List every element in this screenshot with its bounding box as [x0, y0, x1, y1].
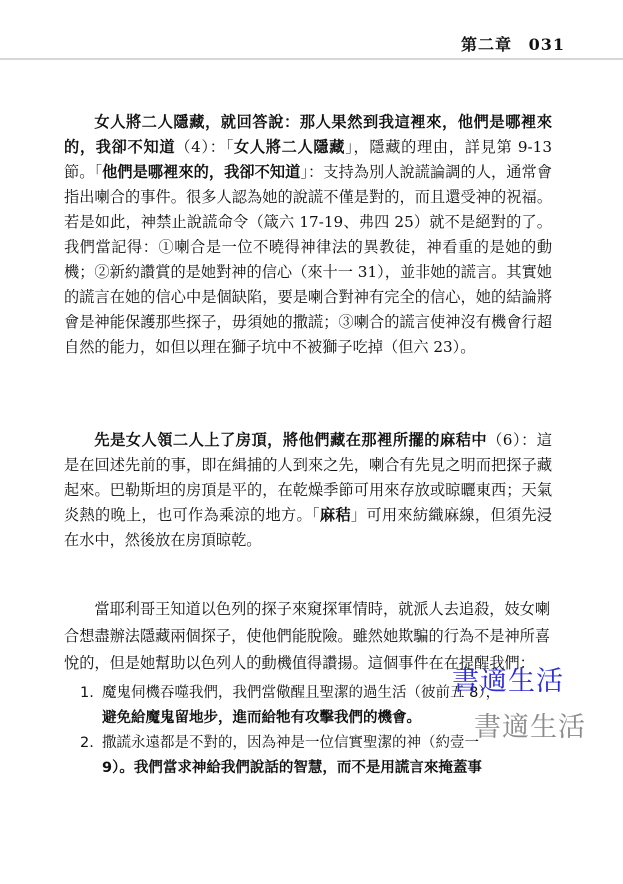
- verse-quote: 女人將二人隱藏，就回答說：那人果然到我這裡來，他們是哪裡來的，我卻不知道: [64, 113, 552, 156]
- header-divider: [0, 58, 623, 60]
- commentary-text: （4）：「: [175, 138, 234, 156]
- chapter-label: 第二章: [461, 35, 513, 54]
- application-intro: 當耶利哥王知道以色列的探子來窺探軍情時，就派人去追殺，妓女喇合想盡辦法隱藏兩個探子，使他們能脫險。雖然她欺騙的行為不是神所喜悅的，但是她幫助以色列人的動機值得讚揚。這個事件在在提醒我們：: [64, 600, 551, 672]
- commentary-text: （6）：這是在回述先前的事，即在緝捕的人到來之先，喇合有先見之明而把探子藏起來。巴勒斯坦的房頂是平的，在乾燥季節可用來存放或晾曬東西；天氣炎熱的晚上，也可作為乘涼的地方。「: [64, 431, 552, 524]
- commentary-verse-4: [64, 110, 552, 360]
- list-number: 2.: [80, 735, 94, 751]
- commentary-text: 」可用來紡織麻線，但須先浸在水中，然後放在房頂晾乾。: [64, 506, 553, 549]
- commentary-text: 」：支持為別人說謊論調的人，通常會指出喇合的事件。很多人認為她的說謊不僅是對的，而且還受神的祝福。若是如此，神禁止說謊命令（箴六 17-19、弗四 25）就不是絕對的了。我們當記得：①喇合是一位不曉得神律法的異教徒，神看重的是她的動機；②新約讚賞的是她對神的信心（來十一 31），並非她的謊言。其實她的謊言在她的信心中是個缺陷，要是喇合對神有完全的信心，她的結論將會是神能保護那些探子，毋須她的撒謊；③喇合的謊言使神沒有機會行超自然的能力，如但以理在獅子坑中不被獅子吃掉（但六 23）。: [64, 163, 552, 356]
- watermark-logo: 書適生活: [452, 666, 564, 697]
- list-number: 1.: [80, 685, 94, 701]
- running-header: [461, 32, 565, 55]
- watermark-logo-shadow: 書適生活: [474, 712, 586, 743]
- list-text-continued: 避免給魔鬼留地步，進而給牠有攻擊我們的機會。: [102, 710, 421, 726]
- verse-quote: 先是女人領二人上了房頂，將他們藏在那裡所擺的麻秸中: [94, 431, 488, 449]
- verse-quote: 女人將二人隱藏: [233, 138, 346, 156]
- commentary-verse-6: [64, 428, 552, 553]
- list-text: 撒謊永遠都是不對的，因為神是一位信實聖潔的神（約壹一: [102, 735, 479, 751]
- verse-quote: 麻秸: [319, 506, 351, 524]
- commentary-text: 」，隱藏的理由，詳見第 9-13 節。「: [64, 138, 553, 181]
- page-number: 031: [528, 35, 565, 54]
- list-text: 魔鬼伺機吞噬我們，我們當儆醒且聖潔的過生活（彼前五 8），: [102, 685, 501, 701]
- verse-quote: 他們是哪裡來的，我卻不知道: [102, 163, 301, 181]
- list-text-continued: 9）。我們當求神給我們說話的智慧，而不是用謊言來掩蓋事: [102, 760, 482, 776]
